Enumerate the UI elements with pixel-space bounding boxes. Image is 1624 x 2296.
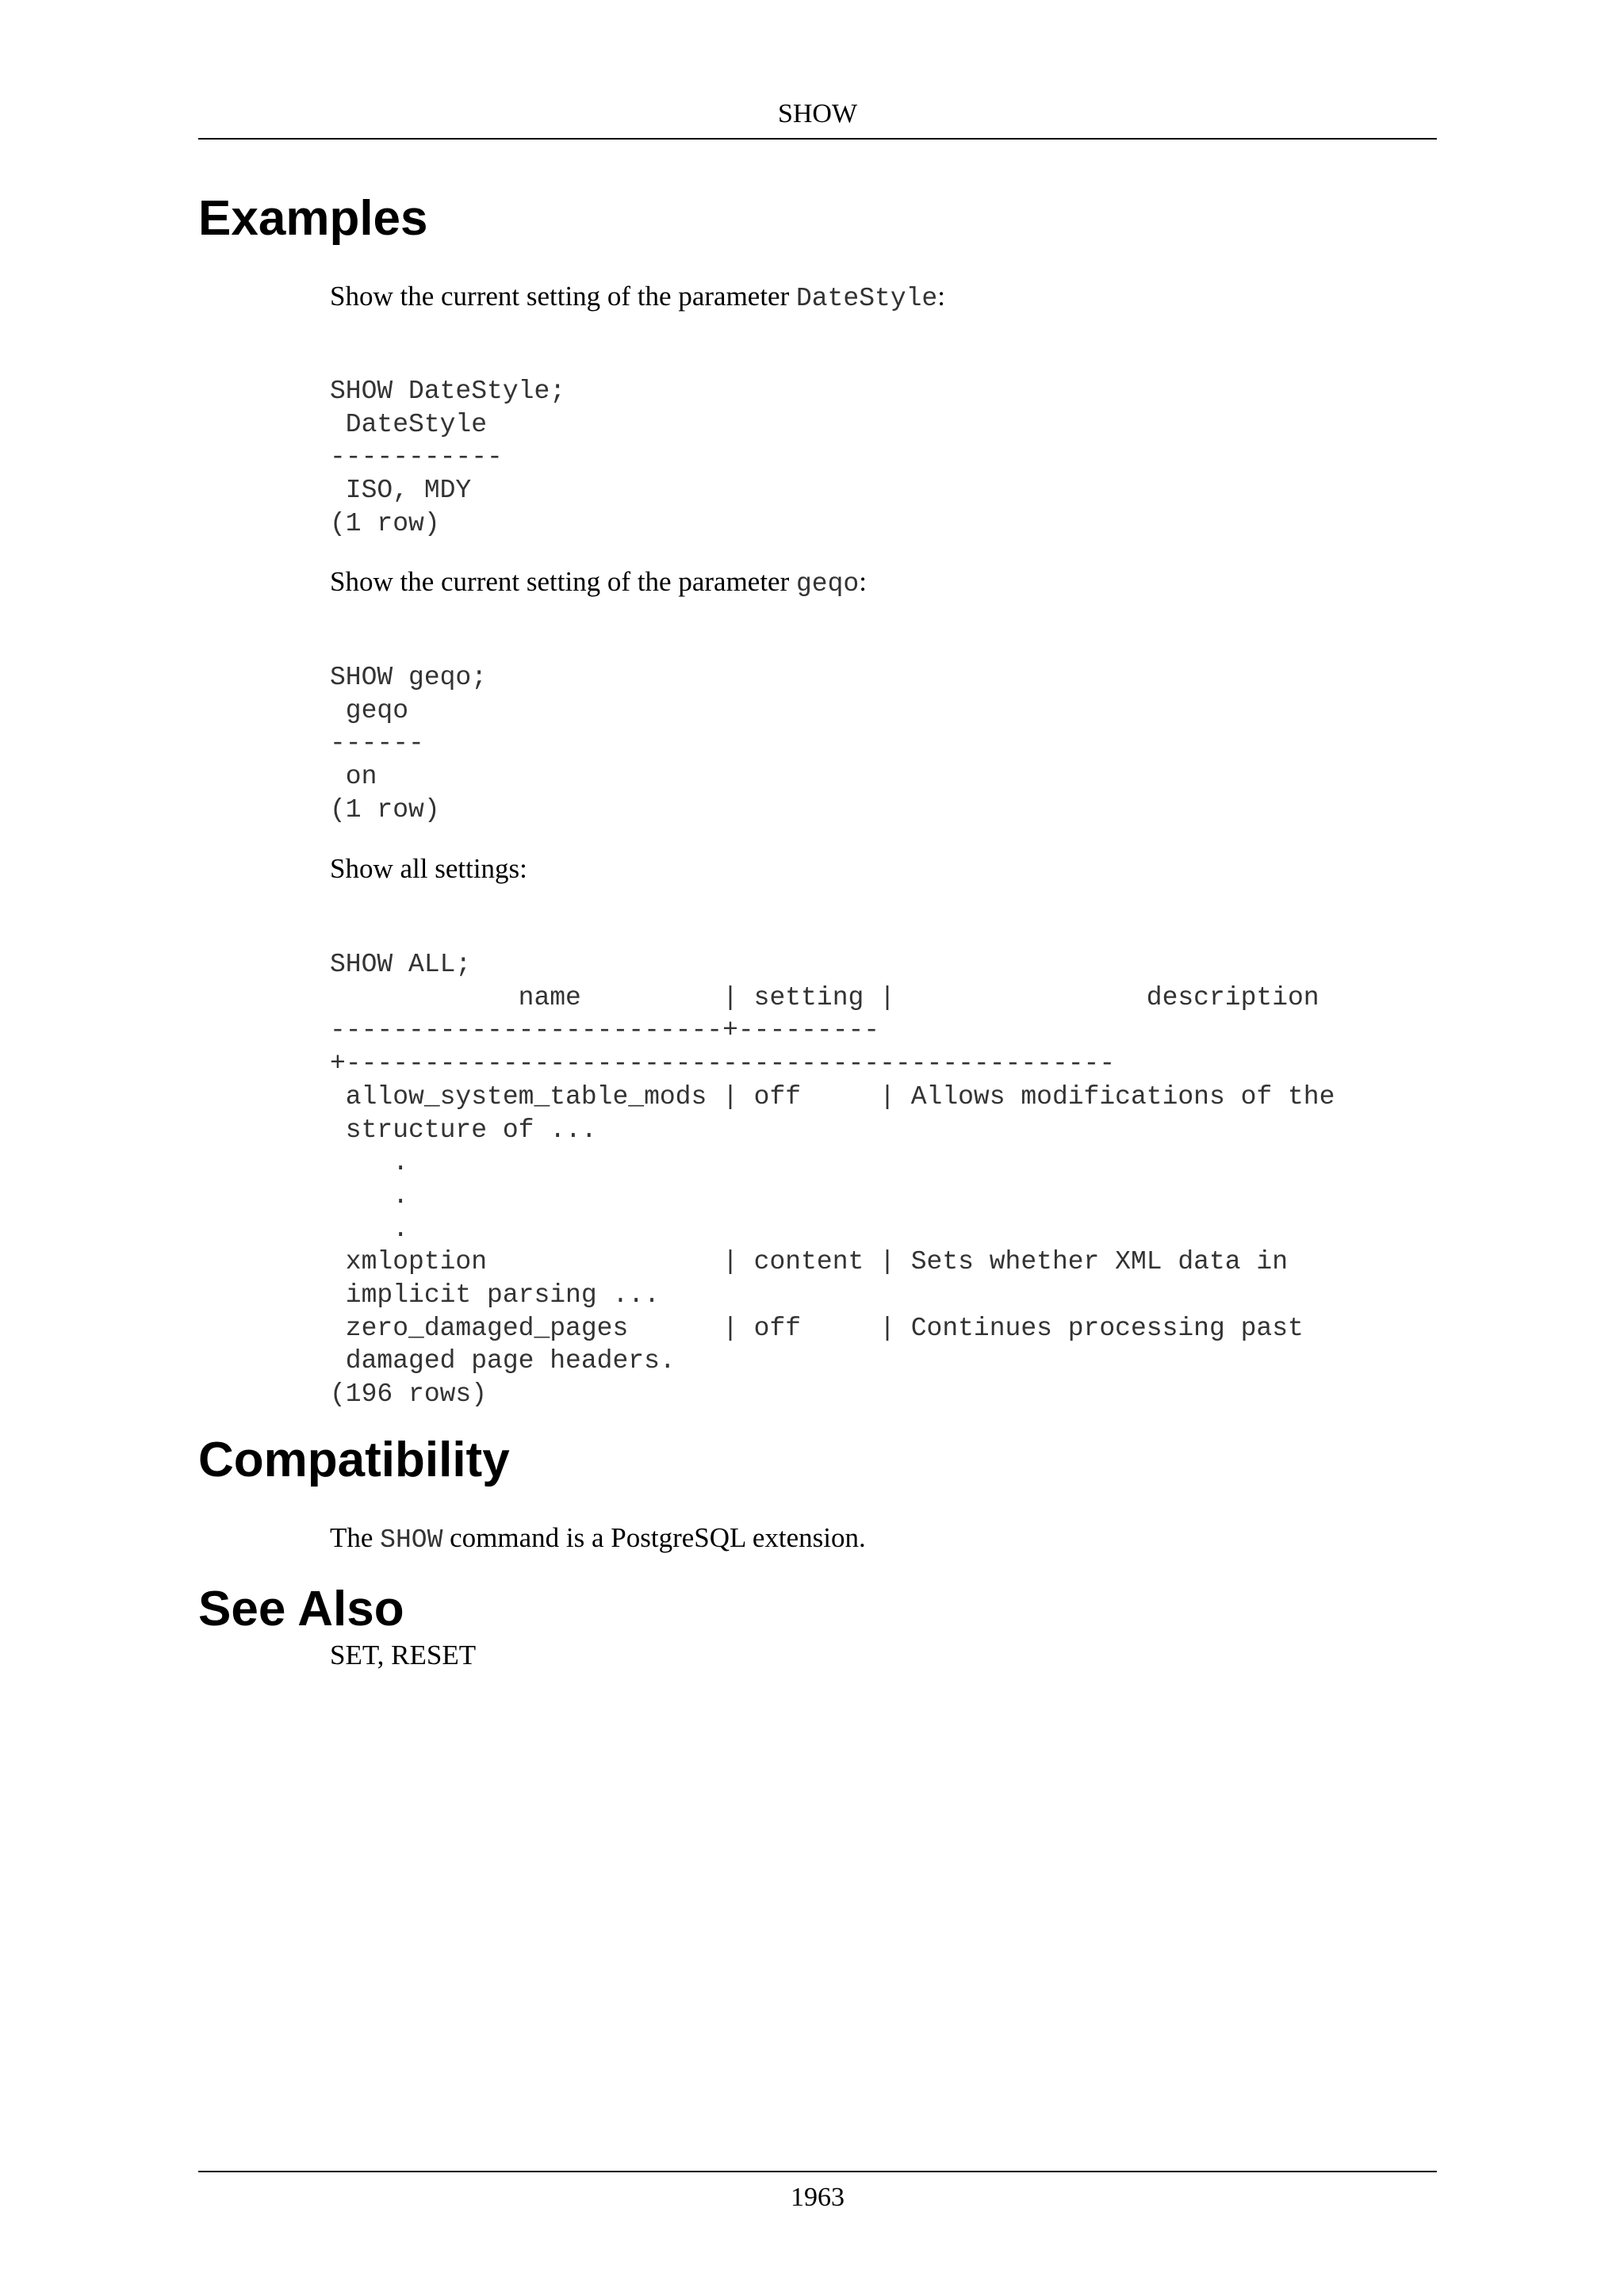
page-number: 1963 bbox=[791, 2183, 845, 2212]
paragraph-text: : bbox=[937, 281, 945, 312]
see-also-heading: See Also bbox=[198, 1582, 404, 1636]
compatibility-paragraph bbox=[330, 1521, 866, 1558]
compatibility-heading: Compatibility bbox=[198, 1433, 510, 1487]
paragraph-text: Show the current setting of the parameter bbox=[330, 281, 796, 312]
inline-code-show: SHOW bbox=[380, 1525, 443, 1555]
examples-paragraph-geqo bbox=[330, 564, 867, 602]
code-block-show-geqo: SHOW geqo; geqo ------ on (1 row) bbox=[330, 663, 488, 825]
code-block-show-all: SHOW ALL; name | setting | description -------------------------+--------- +------------------------------------------------- allow_system_table_mods | off | Allows modifications of the structure of ... . . . xmloption | content | Sets whether XML data in implicit parsing ... zero_damaged_pages | off | Continues processing past damaged page headers. (196 rows) bbox=[330, 950, 1335, 1410]
running-header bbox=[198, 92, 1437, 140]
paragraph-text: : bbox=[859, 566, 867, 597]
examples-heading: Examples bbox=[198, 191, 428, 246]
running-footer bbox=[198, 2171, 1437, 2220]
code-block-show-datestyle: SHOW DateStyle; DateStyle ----------- ISO, MDY (1 row) bbox=[330, 377, 566, 538]
paragraph-text: Show the current setting of the parameter bbox=[330, 566, 796, 597]
inline-code-datestyle: DateStyle bbox=[796, 284, 938, 313]
examples-paragraph-show-all: Show all settings: bbox=[330, 853, 527, 884]
paragraph-text: command is a PostgreSQL extension. bbox=[442, 1522, 866, 1553]
inline-code-geqo: geqo bbox=[796, 569, 860, 599]
running-header-title: SHOW bbox=[777, 99, 858, 128]
paragraph-text: The bbox=[330, 1522, 381, 1553]
see-also-links: SET, RESET bbox=[330, 1640, 477, 1670]
examples-paragraph-datestyle bbox=[330, 279, 945, 316]
